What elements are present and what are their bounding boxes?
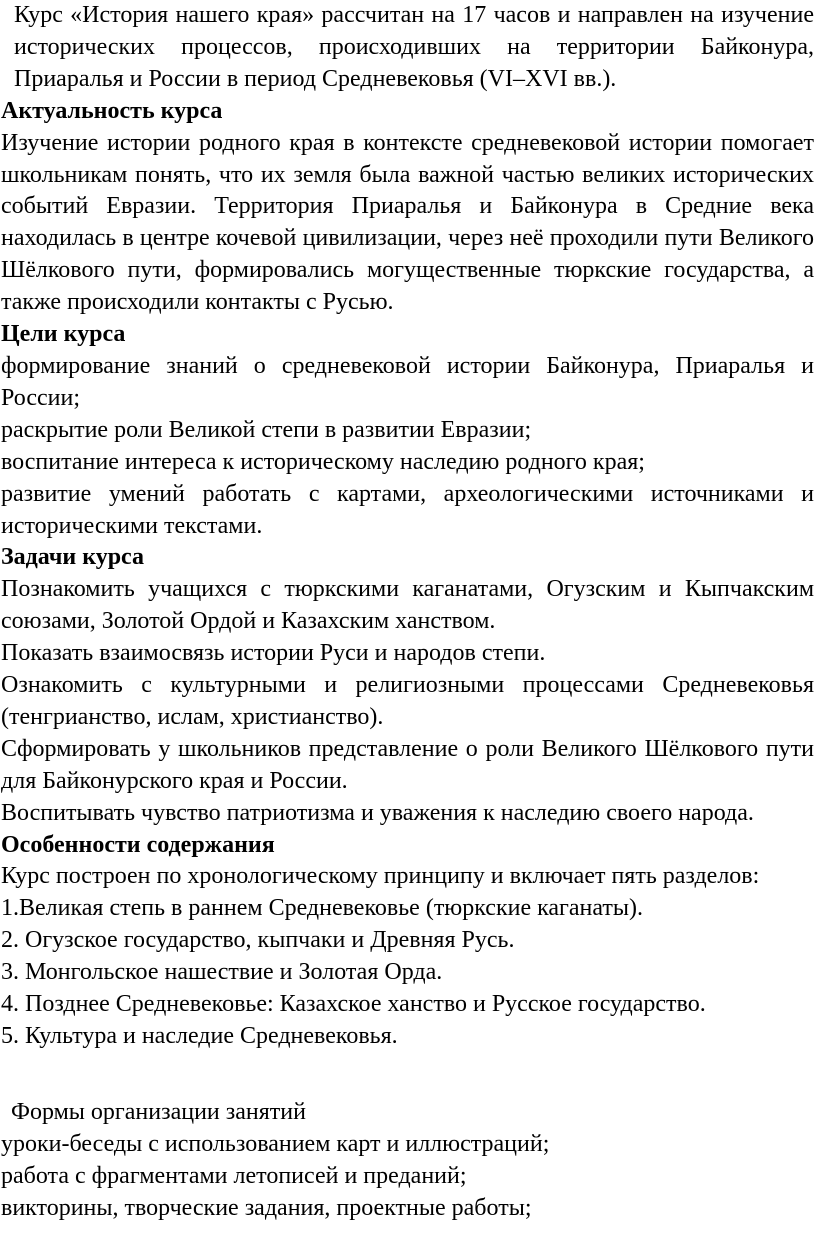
goal-item: развитие умений работать с картами, археологическими источниками и историческими текстами.	[1, 480, 814, 539]
section-item: 1.Великая степь в раннем Средневековье (тюркские каганаты).	[1, 895, 644, 922]
relevance-paragraph: Изучение истории родного края в контексте средневековой истории помогает школьникам понять, что их земля была важной частью великих исторических событий Евразии. Территория Приаралья и Байконура в Средние века находилась в центре кочевой цивилизации, через неё проходили пути Великого Шёлкового пути, формировались могущественные тюркские государства, а также происходили контакты с Русью.	[1, 129, 814, 316]
goals-heading: Цели курса	[1, 321, 126, 348]
goal-item: воспитание интереса к историческому наследию родного края;	[1, 448, 645, 475]
content-heading: Особенности содержания	[1, 831, 275, 858]
tasks-heading: Задачи курса	[1, 544, 144, 571]
task-item: Воспитывать чувство патриотизма и уважения к наследию своего народа.	[1, 799, 754, 826]
blank-line	[0, 1053, 816, 1097]
section-item: 2. Огузское государство, кыпчаки и Древняя Русь.	[1, 927, 515, 954]
form-item: викторины, творческие задания, проектные работы;	[1, 1194, 532, 1221]
section-item: 4. Позднее Средневековье: Казахское ханство и Русское государство.	[1, 991, 706, 1018]
task-item: Сформировать у школьников представление о роли Великого Шёлкового пути для Байконурского края и России.	[1, 735, 814, 794]
section-item: 5. Культура и наследие Средневековья.	[1, 1023, 398, 1049]
task-item: Ознакомить с культурными и религиозными процессами Средневековья (тенгрианство, ислам, христианство).	[1, 672, 814, 730]
task-item: Познакомить учащихся с тюркскими каганатами, Огузским и Кыпчакским союзами, Золотой Ордой и Казахским ханством.	[1, 576, 814, 635]
relevance-heading: Актуальность курса	[1, 97, 223, 124]
form-item: работа с фрагментами летописей и преданий;	[1, 1162, 467, 1189]
content-lead: Курс построен по хронологическому принципу и включает пять разделов:	[1, 863, 760, 890]
forms-heading: Формы организации занятий	[11, 1098, 306, 1125]
intro-paragraph: Курс «История нашего края» рассчитан на 17 часов и направлен на изучение исторических процессов, происходивших на территории Байконура, Приаралья и России в период Средневековья (VI–XVI вв.).	[14, 2, 814, 92]
task-item: Показать взаимосвязь истории Руси и народов степи.	[1, 640, 546, 667]
goal-item: раскрытие роли Великой степи в развитии Евразии;	[1, 416, 532, 443]
goal-item: формирование знаний о средневековой истории Байконура, Приаралья и России;	[1, 352, 814, 411]
section-item: 3. Монгольское нашествие и Золотая Орда.	[1, 959, 443, 986]
form-item: уроки-беседы с использованием карт и иллюстраций;	[1, 1130, 550, 1157]
